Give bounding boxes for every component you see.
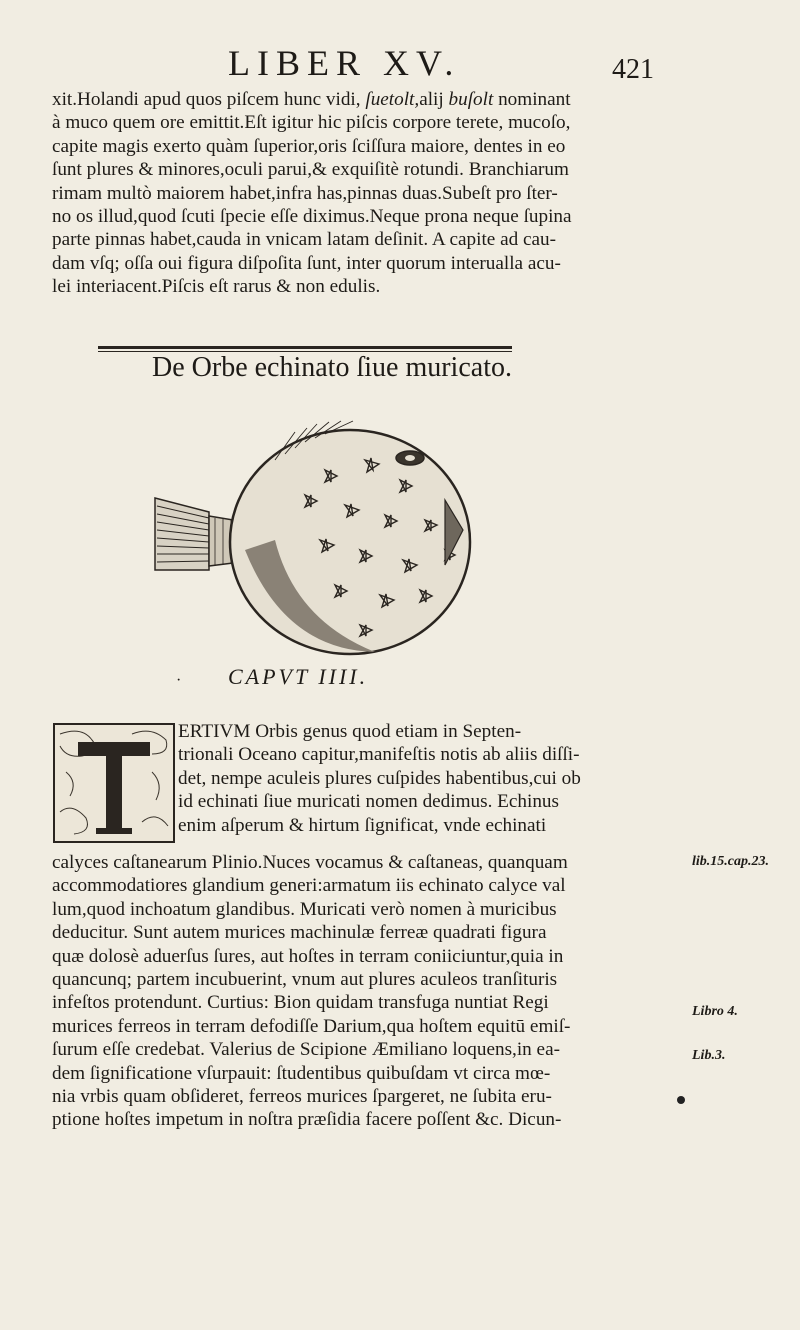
text-line: calyces caſtanearum Plinio.Nuces vocamus & caſtaneas, quanquam: [52, 852, 568, 873]
margin-note-plinio: lib.15.cap.23.: [692, 854, 769, 869]
text-line: rimam multò maiorem habet,infra has,pinnas duas.Subeſt pro ſter-: [52, 182, 558, 204]
caput-heading: CAPVT IIII.: [228, 664, 369, 689]
text-line: id echinati ſiue muricati nomen dedimus. Echinus: [178, 791, 559, 813]
text-line: no os illud,quod ſcuti ſpecie eſſe diximus.Neque prona neque ſupina: [52, 205, 572, 227]
text-line: xit.Holandi apud quos piſcem hunc vidi, ſuetolt,alij buſolt nominant: [52, 89, 571, 110]
text-line: quæ dolosè aduerſus ſures, aut hoſtes in terram coniiciuntur,quia in: [52, 945, 564, 967]
text-line: trionali Oceano capitur,manifeſtis notis ab aliis diſſi-: [178, 744, 580, 766]
section-rule: [98, 346, 512, 349]
text-line: ptione hoſtes impetum in noſtra præſidia facere poſſent &c. Dicun-: [52, 1109, 562, 1131]
text-line: nia vrbis quam obſideret, ferreos murices ſpargeret, ne ſubita eru-: [52, 1085, 552, 1107]
text-line: capite magis exerto quàm ſuperior,oris ſciſſura maiore, dentes in eo: [52, 135, 566, 157]
spiny-fish-woodcut: [145, 420, 475, 660]
text-line: accommodatiores glandium generi:armatum iis echinato calyce val: [52, 875, 566, 897]
text-line: lum,quod inchoatum glandibus. Muricati verò nomen à muricibus: [52, 898, 557, 920]
page-header: [0, 42, 800, 92]
page-number: 421: [612, 54, 654, 85]
text-line: ſunt plures & minores,oculi parui,& exquiſitè rotundi. Branchiarum: [52, 159, 569, 181]
paragraph-fish-description: [52, 88, 624, 299]
text-line: enim aſperum & hirtum ſignificat, vnde echinati: [178, 814, 547, 836]
margin-note-valerius: Lib.3.: [692, 1048, 726, 1063]
paragraph-echinatus-opening: [52, 720, 624, 837]
margin-note-curtius: Libro 4.: [692, 1004, 738, 1019]
text-line: lei interiacent.Piſcis eſt rarus & non edulis.: [52, 276, 381, 298]
text-line: det, nempe aculeis plures cuſpides habentibus,cui ob: [178, 767, 581, 789]
decorative-dot: ·: [176, 672, 182, 689]
margin-bullet: [677, 1096, 685, 1104]
text-line: deducitur. Sunt autem murices machinulæ ferreæ quadrati figura: [52, 922, 547, 944]
chapter-title: De Orbe echinato ſiue muricato.: [152, 352, 512, 383]
text-line: à muco quem ore emittit.Eſt igitur hic piſcis corpore terete, mucoſo,: [52, 112, 571, 134]
text-line: quancunq; partem incubuerint, vnum aut plures aculeos tranſituris: [52, 968, 558, 990]
text-line: ERTIVM Orbis genus quod etiam in Septen-: [178, 721, 522, 742]
text-line: dem ſignificatione vſurpauit: ſtudentibus quibuſdam vt circa mœ-: [52, 1062, 551, 1084]
text-line: infeſtos protendunt. Curtius: Bion quidam transfuga nuntiat Regi: [52, 992, 549, 1014]
text-line: murices ferreos in terram defodiſſe Darium,qua hoſtem equitū emiſ-: [52, 1015, 571, 1037]
text-line: parte pinnas habet,cauda in vnicam latam deſinit. A capite ad cau-: [52, 229, 557, 251]
running-title: LIBER XV.: [228, 43, 461, 83]
paragraph-echinatus-body: [52, 851, 624, 1132]
text-line: dam vſq; oſſa oui figura diſpoſita ſunt, inter quorum interualla acu-: [52, 252, 561, 274]
text-line: ſurum eſſe credebat. Valerius de Scipione Æmiliano loquens,in ea-: [52, 1039, 560, 1061]
